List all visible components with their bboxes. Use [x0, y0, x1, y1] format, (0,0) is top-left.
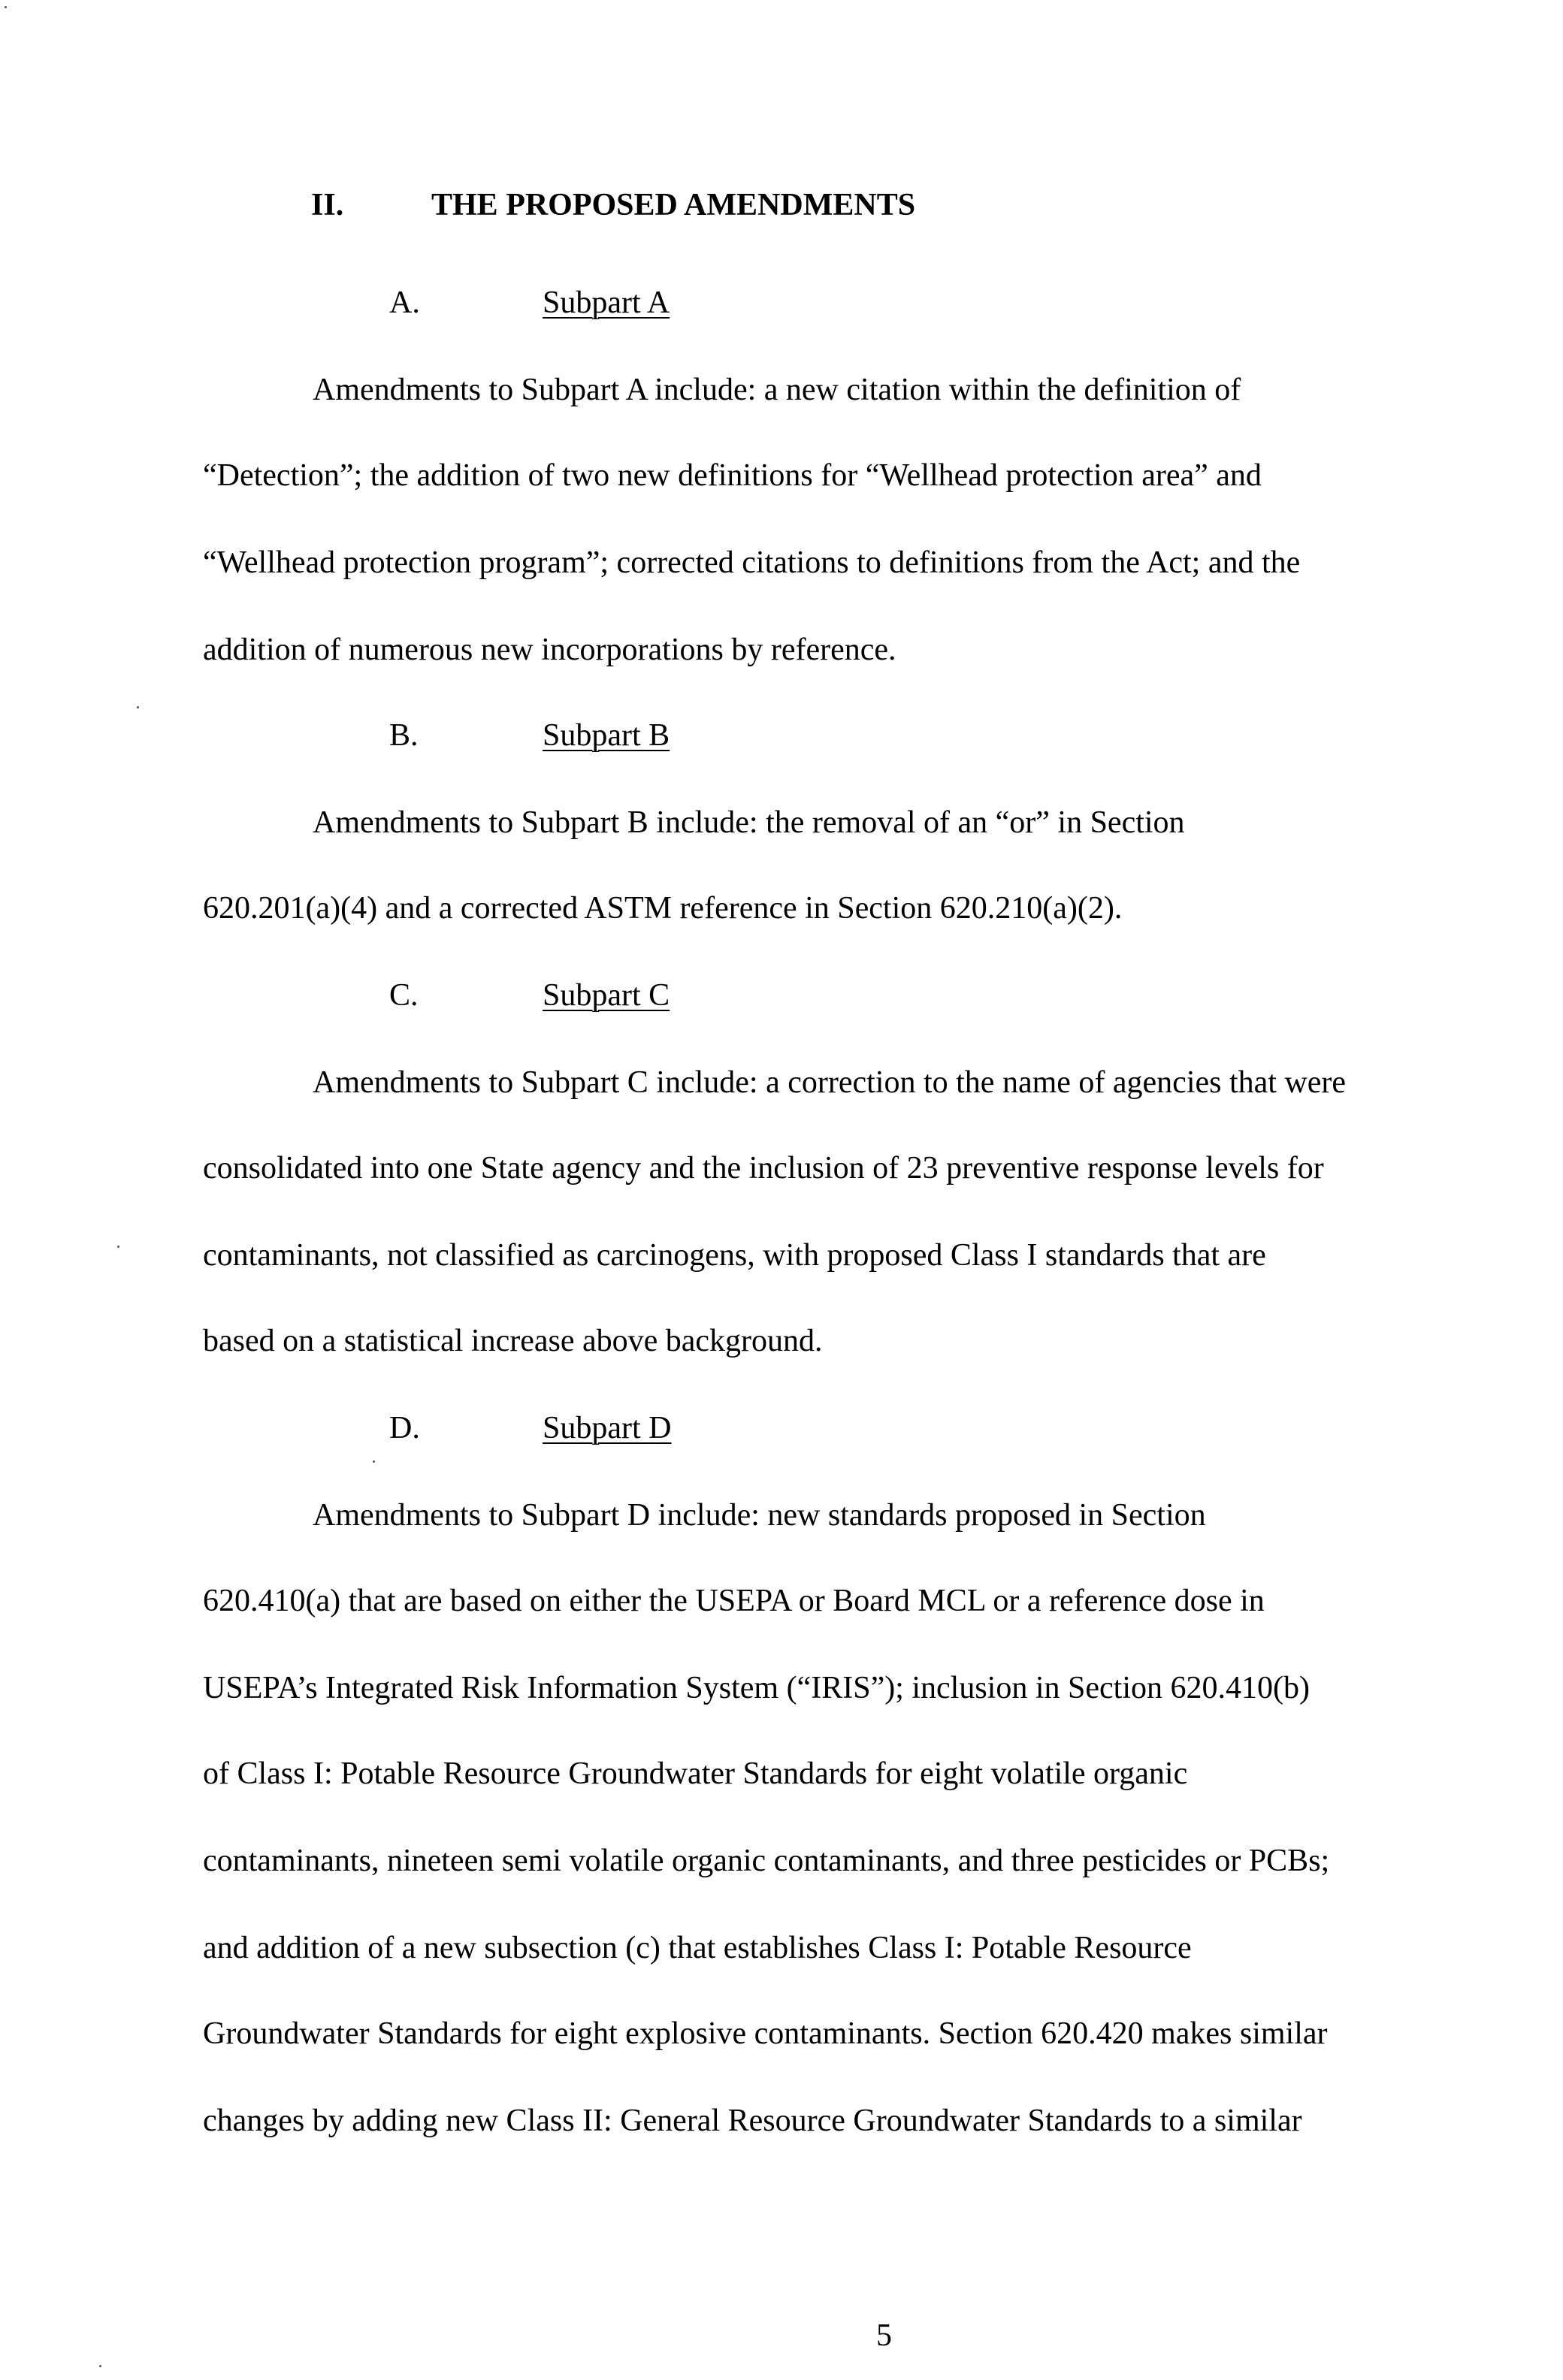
paragraph-line: consolidated into one State agency and the inclusion of 23 preventive response levels for: [203, 1151, 1324, 1185]
subpart-a-name: Subpart A: [543, 285, 670, 320]
subpart-b-letter: B.: [389, 718, 419, 753]
paragraph-line: contaminants, nineteen semi volatile organic contaminants, and three pesticides or PCBs;: [203, 1844, 1330, 1878]
subpart-c-name: Subpart C: [543, 978, 670, 1013]
paragraph-line: Amendments to Subpart D include: new standards proposed in Section: [313, 1498, 1206, 1533]
paragraph-line: Amendments to Subpart B include: the removal of an “or” in Section: [313, 805, 1185, 840]
paragraph-line: “Wellhead protection program”; corrected citations to definitions from the Act; and the: [203, 545, 1301, 580]
paragraph-line: contaminants, not classified as carcinogens, with proposed Class I standards that are: [203, 1238, 1266, 1273]
scan-speck: [99, 2365, 101, 2367]
paragraph-line: 620.410(a) that are based on either the USEPA or Board MCL or a reference dose in: [203, 1584, 1265, 1618]
paragraph-line: and addition of a new subsection (c) that establishes Class I: Potable Resource: [203, 1931, 1192, 1965]
page-number: 5: [876, 2318, 892, 2353]
paragraph-line: of Class I: Potable Resource Groundwater Standards for eight volatile organic: [203, 1756, 1188, 1791]
paragraph-line: Amendments to Subpart C include: a correction to the name of agencies that were: [313, 1065, 1347, 1100]
paragraph-line: Groundwater Standards for eight explosive contaminants. Section 620.420 makes similar: [203, 2016, 1328, 2051]
paragraph-line: changes by adding new Class II: General Resource Groundwater Standards to a similar: [203, 2104, 1302, 2138]
scan-speck: [117, 1246, 119, 1248]
subpart-d-letter: D.: [389, 1411, 420, 1445]
paragraph-line: USEPA’s Integrated Risk Information System (“IRIS”); inclusion in Section 620.410(b): [203, 1671, 1310, 1705]
subpart-c-letter: C.: [389, 978, 419, 1013]
section-title: THE PROPOSED AMENDMENTS: [431, 188, 916, 222]
paragraph-line: Amendments to Subpart A include: a new citation within the definition of: [313, 373, 1241, 407]
paragraph-line: based on a statistical increase above background.: [203, 1324, 823, 1358]
paragraph-line: “Detection”; the addition of two new definitions for “Wellhead protection area” and: [203, 458, 1262, 493]
paragraph-line: 620.201(a)(4) and a corrected ASTM reference in Section 620.210(a)(2).: [203, 891, 1123, 926]
paragraph-line: addition of numerous new incorporations by reference.: [203, 633, 896, 667]
subpart-a-letter: A.: [389, 285, 420, 320]
subpart-d-name: Subpart D: [543, 1411, 672, 1445]
scan-speck: [373, 1460, 375, 1463]
scan-speck: [5, 6, 7, 8]
subpart-b-name: Subpart B: [543, 718, 670, 753]
section-number: II.: [311, 188, 344, 222]
scan-speck: [137, 706, 139, 708]
